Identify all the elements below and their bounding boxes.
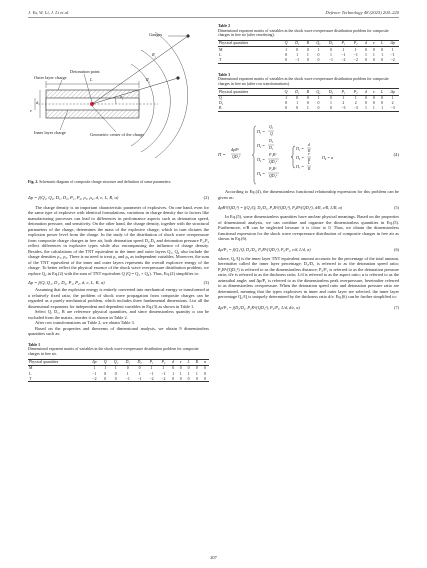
table-header-cell: e [177, 359, 185, 365]
table-header-cell: D₂ [325, 40, 337, 46]
header-rule [28, 17, 399, 18]
figure-caption: Fig. 2. Schematic diagram of composite charge structure and definition of some parameters. [28, 180, 172, 184]
table-cell: 1 [364, 52, 367, 57]
table-cell: 0 [187, 366, 190, 371]
table-cell: 2 [342, 101, 345, 106]
table-cell: 0 [381, 47, 384, 52]
table-cell: −3 [386, 106, 399, 112]
table-header-cell: L [185, 359, 193, 365]
table-header-cell: D₂ [134, 359, 146, 365]
table-cell: −1 [122, 376, 134, 382]
table-cell: −2 [88, 376, 100, 382]
table-cell: 0 [296, 47, 299, 52]
table-cell: 2 [391, 101, 394, 106]
table-cell: M [29, 366, 33, 371]
table-cell: 0 [169, 376, 177, 382]
table-cell: 1 [391, 96, 394, 101]
table-cell: −2 [146, 376, 158, 382]
eq4-lhs-num: ΔpR³ [231, 148, 239, 153]
table-cell: 1 [195, 371, 198, 376]
equation-5: ΔpR³/(QD₁²) = f(Q₁/Q, D₂/D₁, P₁R³/(QD₁²), P₂R³/(QD₁²), d/R, e/R, L/R, α) (5) [218, 205, 399, 211]
table-cell: 1 [126, 371, 129, 376]
table-header-cell: R [303, 89, 312, 95]
table-header-cell: P₁ [337, 40, 349, 46]
table-1-caption: Table 1 Dimensional exponent matrix of variables in the shock wave overpressure distribution problem for composite charges in free air. [28, 342, 199, 356]
table-cell: 1 [354, 96, 357, 101]
table-cell: 0 [312, 57, 324, 63]
table-cell: L [29, 371, 32, 376]
table-cell: 1 [296, 52, 299, 57]
table-cell: 1 [303, 106, 312, 112]
table-cell: 1 [317, 47, 320, 52]
table-cell: 0 [370, 57, 378, 63]
page-number: 207 [210, 555, 217, 560]
gauge-arc-middle [141, 50, 170, 152]
table-cell: −2 [157, 376, 169, 382]
table-cell: 0 [104, 371, 107, 376]
table-cell: 0 [172, 366, 175, 371]
table-cell: −1 [390, 52, 395, 57]
table-cell: −1 [149, 371, 154, 376]
table-cell: 1 [381, 52, 384, 57]
table-cell: −3 [337, 106, 349, 112]
table-2-caption: Table 2 Dimensional exponent matrix of variables in the shock wave overpressure distribution problem for composite charges in free air (after reordering). [218, 24, 389, 38]
table-header-cell: Q [281, 40, 291, 46]
table-header-cell: e [370, 89, 378, 95]
table-row [218, 57, 399, 63]
table-cell: 0 [193, 376, 201, 382]
paragraph-assumption: Assuming that the explosion energy is entirely converted into mechanical energy or transformed at a relatively fixed ratio, the problem of shock wave propagation from composite charges can be regarded as a purely mechanical problem, which includes three fundamental dimensions. List all the dimensional exponents for independent and dependent variables in Eq.(3) as shown in Table 1. [28, 287, 209, 309]
table-cell: 1 [362, 106, 370, 112]
table-cell: 1 [342, 96, 345, 101]
table-cell: Q [219, 96, 222, 101]
left-column [28, 22, 209, 382]
table-header-cell: P₂ [350, 89, 362, 95]
table-header-cell: R [303, 40, 312, 46]
table-cell: −1 [353, 52, 358, 57]
table-cell: 0 [303, 57, 312, 63]
table-cell: 0 [138, 366, 141, 371]
table-cell: 0 [179, 366, 182, 371]
label-alpha-i: $\alpha_i$ [120, 94, 124, 101]
equation-4: Π = ΔpR³ QD₁² Π₁ = Q₁ Q Π₂ = D₂ D₁ Π₃ = P₁R³ QD₁² Π₄ = P₂R³ QD₁² Π₅ = d R Π₆ = e R Π₇ = L R Π₈ = α (4) [218, 124, 399, 186]
paragraph-charge-density: The charge density is an important characteristic parameter of explosives. On one hand, even for the same type of explosive with identical formulations, variations in charge density due to factors like manufacturing processes can lead to differences in performance aspects such as detonation speed, detonation pressure, and sensitivity. On the other hand, the charge density, together with the structural parameters of the charge, determines the mass of the explosive charge, which in turn dictates the explosion power level from the charge. In the study of the distribution of shock wave overpressure from composite charge charges in free air, both detonation speed D₁,D₂ and detonation pressure P₁,P₂ reflect differences in explosive types while also encompassing the influence of charge density. Besides, the calculations of the TNT equivalent in the inner and outer layers Q₁, Q₂ also include the charge densities ρ₁, ρ₂. There is no need to treat ρ₁ and ρ₂ as independent variables. Moreover, the sum of the TNT equivalent of the inner and outer layers represents the overall explosive energy of the charge. To better reflect the physical essence of the shock wave overpressure distribution problem, we replace Q₂ in Eq.(2) with the sum of TNT equivalent Q (Q = Q₁ + Q₂). Thus, Eq.(2) simplifies to: [28, 204, 209, 276]
table-row [218, 106, 399, 112]
table-cell: L [219, 52, 222, 57]
paragraph-definitions: where, Q₁/Q is the inner layer TNT equivalent amount accounts for the percentage of the total amount, hereinafter called the inner layer percentage; D₂/D₁ is referred to as the detonation speed ratio; P₁R³/(QD₁²) is referred to as the dimensionless distance; P₂/P₁ is referred to as the detonation pressure ratio; d/e is referred to as the thickness ratio; L/d is referred to as the aspect ratio; α is referred to as the azimuthal angle; and Δp/P₁ is referred to as the dimensionless peak overpressure, hereinafter referred to as dimensionless overpressure. When the detonation speed ratio and detonation pressure ratio are determined, meaning that the types explosives in inner and outer layer are selected, the inner layer percentage Q₁/Q is uniquely determined by the thickness ratio d/e. Eq.(6) can be further simplified to: [218, 255, 399, 300]
table-cell: 0 [306, 96, 309, 101]
table-cell: 0 [201, 376, 209, 382]
table-cell: 0 [110, 376, 122, 382]
table-header-cell: Δp [386, 89, 399, 95]
table-cell: 1 [285, 96, 288, 101]
table-cell: 0 [364, 96, 367, 101]
table-cell: 0 [281, 57, 291, 63]
table-cell: 1 [317, 96, 320, 101]
table-cell: 1 [391, 47, 394, 52]
table-cell: 0 [372, 47, 375, 52]
table-cell: 1 [370, 106, 378, 112]
table-cell: −1 [161, 371, 166, 376]
table-cell: −2 [337, 57, 349, 63]
charge-schematic [28, 22, 209, 178]
table-header-cell: Physical quantities [218, 40, 281, 46]
table-cell: 0 [296, 96, 299, 101]
table-cell: −1 [325, 57, 337, 63]
table-cell: 0 [325, 106, 337, 112]
table-header-cell: D₁ [122, 359, 134, 365]
table-cell: 0 [306, 101, 309, 106]
label-e: e [30, 108, 32, 113]
table-cell: 0 [364, 101, 367, 106]
right-column [218, 22, 399, 312]
table-cell: 1 [162, 366, 165, 371]
table-cell: 1 [93, 366, 96, 371]
table-cell: 1 [138, 371, 141, 376]
label-Rj: $R_j$ [152, 52, 156, 59]
table-header-cell: α [201, 359, 209, 365]
table-cell: −2 [386, 57, 399, 63]
label-outer-layer-charge: Outer layer charge [34, 75, 67, 80]
paragraph-reference-quantities: Select Q, D₁, R are reference physical quantities, and since dimensionless quantity α can be excluded from the matrix, reorder it as shown in Table 2. [28, 309, 209, 320]
table-header-cell: Q₁ [312, 89, 324, 95]
table-2 [218, 40, 399, 64]
table-header-cell: Physical quantities [28, 359, 88, 365]
table-cell: 0 [306, 47, 309, 52]
table-header-cell: e [370, 40, 378, 46]
table-cell: 1 [306, 52, 309, 57]
table-cell: 0 [381, 101, 384, 106]
eq4-lhs-den: QD₁² [232, 155, 241, 160]
table-cell: 0 [195, 366, 198, 371]
table-cell: 0 [372, 96, 375, 101]
table-cell: T [218, 57, 281, 63]
table-cell: 0 [329, 96, 332, 101]
table-cell: 1 [150, 366, 153, 371]
gauge-arc-outer [155, 32, 188, 158]
table-cell: 0 [204, 366, 207, 371]
table-header-cell: d [362, 40, 370, 46]
table-cell: 0 [372, 101, 375, 106]
table-cell: 2 [354, 101, 357, 106]
table-cell: −1 [291, 57, 303, 63]
table-row [28, 376, 209, 382]
label-L: L [90, 77, 93, 82]
table-cell: 1 [372, 52, 375, 57]
paragraph-row-transform: After row transformations on Table 2, we obtain Table 3. [35, 320, 135, 326]
label-gauges: Gauges [149, 32, 163, 37]
table-3-caption: Table 3 Dimensional exponent matrix of variables in the shock wave overpressure distribution problem for composite charges in free air (after row transformations). [218, 72, 389, 86]
label-d: d [36, 100, 39, 105]
gauge-marker [186, 34, 189, 37]
table-header-cell: d [362, 89, 370, 95]
label-inner-layer-charge: Inner layer charge [34, 130, 66, 135]
paragraph-combine-quantities: In Eq.(5), some dimensionless quantities have unclear physical meanings. Based on the properties of dimensional analysis, we can combine and organize the dimensionless quantities in Eq.(5). Furthermore, e/R can be neglected because it is close to 0. Thus, we obtain the dimensionless functional expression for the shock wave overpressure distribution of composite charges in free air as shown in Eq.(6). [218, 214, 399, 242]
table-header-cell: D₂ [325, 89, 337, 95]
table-1 [28, 359, 209, 383]
label-detonation-point: Detonation point [70, 69, 100, 74]
table-cell: 0 [204, 371, 207, 376]
table-header-cell: Q [281, 89, 291, 95]
table-cell: 0 [185, 376, 193, 382]
gauge-marker [176, 76, 179, 79]
table-cell: 1 [378, 106, 386, 112]
table-cell: T [28, 376, 88, 382]
table-cell: −1 [341, 52, 346, 57]
table-header-cell: Physical quantities [218, 89, 281, 95]
equation-6: Δp/P₁ = f(Q₁/Q, D₂/D₁, P₁R³/(QD₁²), P₂/P₁, e/d, L/d, α) (6) [218, 246, 399, 252]
table-cell: −3 [350, 106, 362, 112]
table-header-cell: Δp [386, 40, 399, 46]
table-cell: 1 [329, 101, 332, 106]
table-cell: 0 [317, 101, 320, 106]
table-cell: 0 [312, 106, 324, 112]
table-header-cell: R [193, 359, 201, 365]
table-cell: 1 [179, 371, 182, 376]
table-cell: −1 [134, 376, 146, 382]
label-Ri: $R_i$ [146, 77, 150, 84]
table-header-cell: P₁ [146, 359, 158, 365]
table-header-cell: Δp [88, 359, 100, 365]
table-cell: 0 [101, 376, 110, 382]
table-header-cell: Q₁ [110, 359, 122, 365]
table-cell: 0 [285, 52, 288, 57]
table-cell: 0 [364, 47, 367, 52]
equation-2: Δp = f(Q₁, Q₂, D₁, D₂, P₁, P₂, ρ₁, ρ₂, d, e, L, R, α) (2) [28, 194, 209, 200]
table-header-cell: P₁ [337, 89, 349, 95]
table-cell: 0 [329, 47, 332, 52]
table-header-cell: D₁ [291, 40, 303, 46]
table-header-cell: Q₁ [312, 40, 324, 46]
paragraph-functional-relationship: According to Eq.(4), the dimensionless functional relationship expression for this problem can be given as: [218, 189, 399, 200]
table-header-cell: d [169, 359, 177, 365]
table-header-cell: D₁ [291, 89, 303, 95]
table-cell: 1 [342, 47, 345, 52]
table-cell: 0 [285, 101, 288, 106]
table-cell: 1 [114, 366, 117, 371]
table-cell: M [219, 47, 223, 52]
table-cell: 0 [291, 106, 303, 112]
table-cell: 0 [281, 106, 291, 112]
table-header-cell: Q [101, 359, 110, 365]
table-cell: 0 [378, 57, 386, 63]
table-cell: −1 [92, 371, 97, 376]
table-cell: 0 [362, 57, 370, 63]
table-cell: 1 [285, 47, 288, 52]
table-cell: 1 [296, 101, 299, 106]
table-cell: R [218, 106, 281, 112]
equation-7: Δp/P₁ = f(D₂/D₁, P₁R³/(QD₁²), P₂/P₁, L/d, d/e, α) (7) [218, 304, 399, 310]
figure-2 [28, 22, 209, 178]
table-header-cell: L [378, 40, 386, 46]
paragraph-dimensionless: Based on the properties and theorems of dimensional analysis, we obtain 9 dimensionless quantities such as: [28, 325, 209, 337]
table-header-cell: L [378, 89, 386, 95]
table-cell: D₁ [219, 101, 224, 106]
table-cell: 0 [126, 366, 129, 371]
table-cell: 1 [104, 366, 107, 371]
running-header-journal: Defence Technology 48 (2025) 204–220 [325, 10, 399, 15]
table-3 [218, 88, 399, 112]
table-cell: −2 [350, 57, 362, 63]
equation-3: Δp = f(Q, Q₁, D₁, D₂, P₁, P₂, d, e, L, R, α) (3) [28, 280, 209, 286]
label-geometric-center: Geometric center of the charge [90, 132, 145, 137]
table-cell: 0 [381, 96, 384, 101]
table-cell: 0 [317, 52, 320, 57]
table-header-cell: P₂ [157, 359, 169, 365]
running-header-authors: J. Yu, W. Li, J. Li et al. [28, 10, 70, 15]
table-cell: 1 [354, 47, 357, 52]
table-header-cell: P₂ [350, 40, 362, 46]
table-cell: 0 [114, 371, 117, 376]
table-cell: 1 [187, 371, 190, 376]
table-cell: 1 [329, 52, 332, 57]
table-cell: 1 [172, 371, 175, 376]
table-cell: 0 [177, 376, 185, 382]
